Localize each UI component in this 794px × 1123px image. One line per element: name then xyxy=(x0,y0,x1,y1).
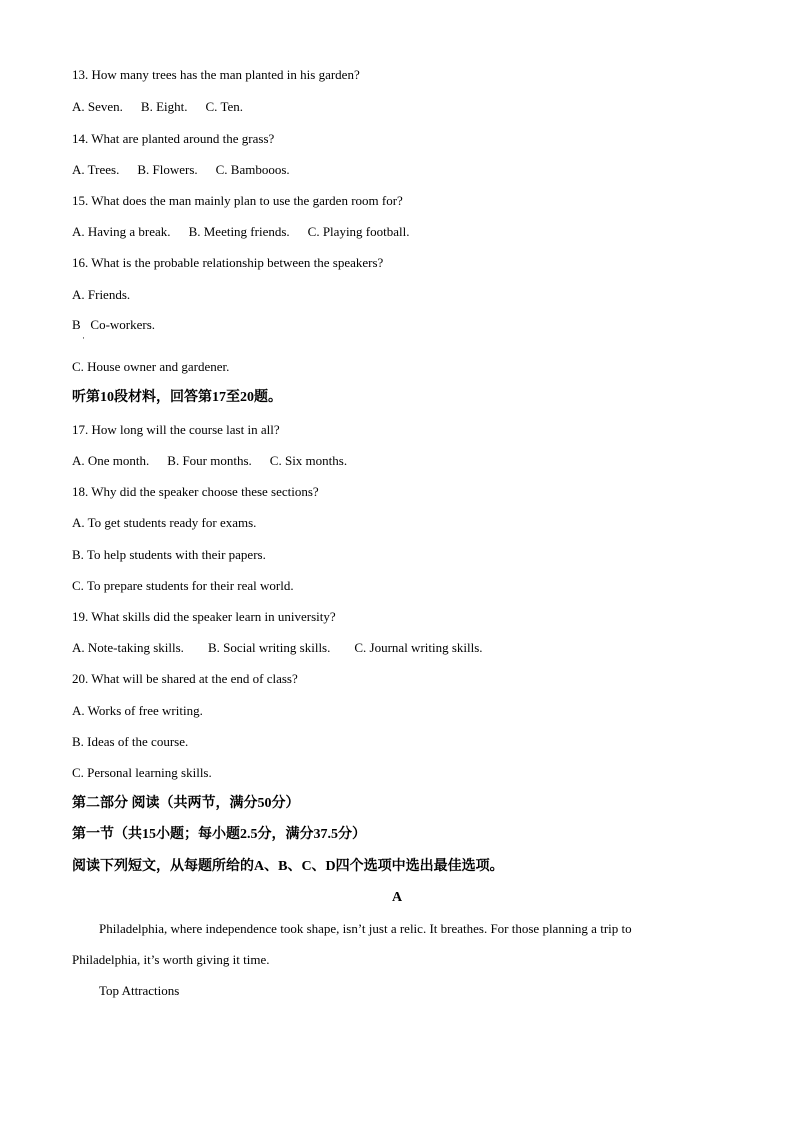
q19-option-c: C. Journal writing skills. xyxy=(354,640,483,655)
q14-question: 14. What are planted around the grass? xyxy=(72,131,275,146)
q13-question: 13. How many trees has the man planted in his garden? xyxy=(72,67,360,82)
q20-question: 20. What will be shared at the end of class? xyxy=(72,671,298,686)
part2-title: 第二部分 阅读（共两节，满分50分） xyxy=(72,796,300,811)
q16-option-b: B Co-workers. xyxy=(72,317,156,332)
q20-option-a: A. Works of free writing. xyxy=(72,703,203,718)
q18-option-c: C. To prepare students for their real world. xyxy=(72,578,294,593)
reading-instructions: 阅读下列短文，从每题所给的A、B、C、D四个选项中选出最佳选项。 xyxy=(72,859,504,874)
q16-option-c: C. House owner and gardener. xyxy=(72,359,230,374)
q19-option-a: A. Note-taking skills. xyxy=(72,640,184,655)
q15-option-c: C. Playing football. xyxy=(307,224,410,239)
q17-option-b: B. Four months. xyxy=(167,453,252,468)
q20-option-c: C. Personal learning skills. xyxy=(72,765,212,780)
q18-option-b: B. To help students with their papers. xyxy=(72,547,266,562)
passage-subheading: Top Attractions xyxy=(99,983,180,998)
q15-option-b: B. Meeting friends. xyxy=(188,224,290,239)
section-10-heading: 听第10段材料，回答第17至20题。 xyxy=(72,390,282,405)
passage-label: A xyxy=(391,890,403,905)
q17-question: 17. How long will the course last in all? xyxy=(72,422,280,437)
q14-option-a: A. Trees. xyxy=(72,162,120,177)
q14-option-b: B. Flowers. xyxy=(137,162,198,177)
q13-option-b: B. Eight. xyxy=(140,99,188,114)
stray-dot: · xyxy=(82,333,85,343)
section1-title: 第一节（共15小题；每小题2.5分，满分37.5分） xyxy=(72,827,366,842)
q16-option-a: A. Friends. xyxy=(72,287,131,302)
q16-question: 16. What is the probable relationship between the speakers? xyxy=(72,255,384,270)
q14-option-c: C. Bambooos. xyxy=(215,162,290,177)
passage-line-2: Philadelphia, it’s worth giving it time. xyxy=(72,952,270,967)
q19-option-b: B. Social writing skills. xyxy=(207,640,331,655)
q17-options xyxy=(72,453,365,469)
q14-options xyxy=(72,162,308,178)
q13-option-a: A. Seven. xyxy=(72,99,123,114)
q17-option-a: A. One month. xyxy=(72,453,150,468)
passage-line-1: Philadelphia, where independence took shape, isn’t just a relic. It breathes. For those planning a trip to xyxy=(99,921,632,936)
q19-question: 19. What skills did the speaker learn in university? xyxy=(72,609,336,624)
q18-question: 18. Why did the speaker choose these sections? xyxy=(72,484,319,499)
q20-option-b: B. Ideas of the course. xyxy=(72,734,189,749)
q15-options xyxy=(72,224,428,240)
q17-option-c: C. Six months. xyxy=(269,453,348,468)
q13-options xyxy=(72,99,261,115)
q13-option-c: C. Ten. xyxy=(205,99,244,114)
q15-option-a: A. Having a break. xyxy=(72,224,171,239)
q18-option-a: A. To get students ready for exams. xyxy=(72,515,257,530)
q15-question: 15. What does the man mainly plan to use the garden room for? xyxy=(72,193,403,208)
q19-options xyxy=(72,640,501,656)
